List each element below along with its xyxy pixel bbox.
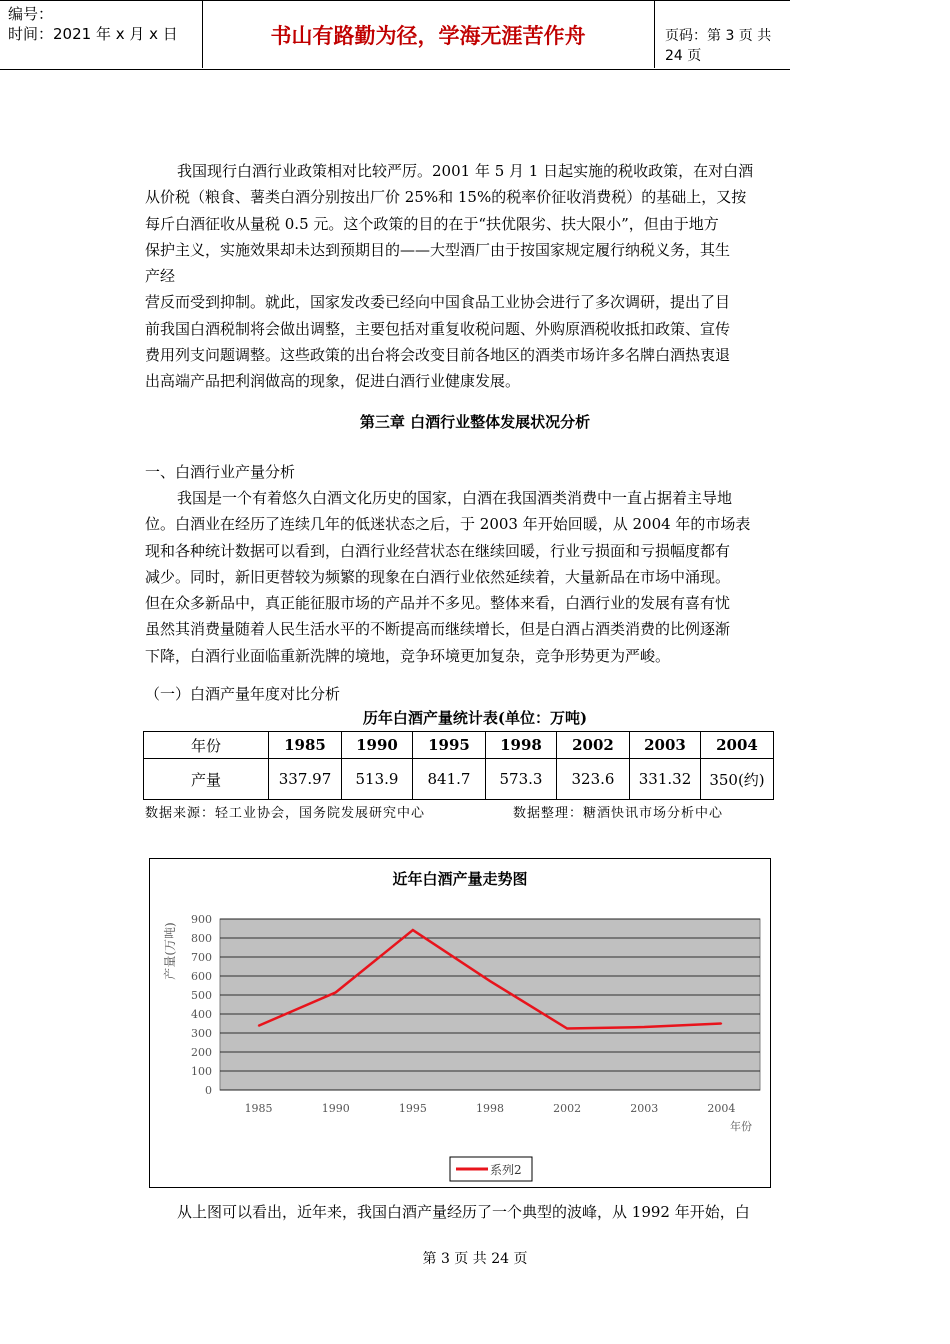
data-compiler: 数据整理：糖酒快讯市场分析中心 xyxy=(513,806,724,821)
y-tick-label: 800 xyxy=(191,932,212,945)
data-source: 数据来源：轻工业协会，国务院发展研究中心 xyxy=(145,806,426,821)
table-cell: 2003 xyxy=(630,732,701,759)
x-tick-label: 2004 xyxy=(707,1102,736,1115)
plot-background xyxy=(220,919,760,1090)
y-tick-label: 300 xyxy=(191,1027,212,1040)
line-chart xyxy=(150,859,770,1187)
y-tick-label: 700 xyxy=(191,951,212,964)
text-line: 营反而受到抑制。就此，国家发改委已经向中国食品工业协会进行了多次调研，提出了目 xyxy=(145,293,731,312)
paragraph-output-analysis xyxy=(145,485,810,669)
y-tick-label: 500 xyxy=(191,989,212,1002)
text-line: 减少。同时，新旧更替较为频繁的现象在白酒行业依然延续着，大量新品在市场中涌现。 xyxy=(145,567,731,586)
chart-title: 近年白酒产量走势图 xyxy=(392,870,528,888)
y-axis-label: 产量(万吨) xyxy=(163,922,177,980)
table-cell: 1998 xyxy=(486,732,557,759)
table-header-cell: 年份 xyxy=(144,732,269,759)
text-line: 出高端产品把利润做高的现象，促进白酒行业健康发展。 xyxy=(145,372,521,391)
data-point xyxy=(258,1025,260,1027)
text-line: 现和各种统计数据可以看到，白酒行业经营状态在继续回暖，行业亏损面和亏损幅度都有 xyxy=(145,541,731,560)
table-title: 历年白酒产量统计表(单位：万吨) xyxy=(362,709,588,727)
text-line: 从价税（粮食、薯类白酒分别按出厂价 25%和 15%的税率价征收消费税）的基础上，又按 xyxy=(145,188,747,207)
text-line: 虽然其消费量随着人民生活水平的不断提高而继续增长，但是白酒占酒类消费的比例逐渐 xyxy=(145,620,731,639)
table-cell: 1990 xyxy=(342,732,413,759)
text-line: 但在众多新品中，真正能征服市场的产品并不多见。整体来看，白酒行业的发展有喜有忧 xyxy=(145,594,731,613)
table-cell: 350(约) xyxy=(701,759,774,800)
table-cell: 323.6 xyxy=(557,759,630,800)
text-line: 费用列支问题调整。这些政策的出台将会改变目前各地区的酒类市场许多名牌白酒热衷退 xyxy=(145,346,731,365)
section-title: 一、白酒行业产量分析 xyxy=(145,463,296,481)
text-line: 保护主义，实施效果却未达到预期目的——大型酒厂由于按国家规定履行纳税义务，其生 xyxy=(145,240,731,259)
y-tick-label: 0 xyxy=(205,1084,212,1097)
header-motto-cell xyxy=(202,0,655,68)
chapter-title: 第三章 白酒行业整体发展状况分析 xyxy=(359,413,591,431)
section-heading xyxy=(145,459,810,485)
text-line: 我国现行白酒行业政策相对比较严厉。2001 年 5 月 1 日起实施的税收政策，在对白酒 xyxy=(177,162,754,180)
x-tick-label: 1998 xyxy=(476,1102,504,1115)
x-tick-label: 2003 xyxy=(630,1102,659,1115)
subsection-heading xyxy=(145,681,810,707)
motto: 书山有路勤为径，学海无涯苦作舟 xyxy=(270,24,586,48)
text-line: 位。白酒业在经历了连续几年的低迷状态之后，于 2003 年开始回暖，从 2004 年的市场表 xyxy=(145,515,751,534)
y-tick-label: 400 xyxy=(191,1008,212,1021)
text-line: 前我国白酒税制将会做出调整，主要包括对重复收税问题、外购原酒税收抵扣政策、宣传 xyxy=(145,319,731,338)
table-cell: 1985 xyxy=(269,732,342,759)
table-cell: 2004 xyxy=(701,732,774,759)
data-point xyxy=(721,1023,723,1025)
legend-label: 系列2 xyxy=(490,1163,522,1177)
y-tick-label: 100 xyxy=(191,1065,212,1078)
table-header-cell: 产量 xyxy=(144,759,269,800)
table-cell: 573.3 xyxy=(486,759,557,800)
page-header xyxy=(0,0,790,70)
x-tick-label: 1995 xyxy=(398,1102,427,1115)
text-line: 我国是一个有着悠久白酒文化历史的国家，白酒在我国酒类消费中一直占据着主导地 xyxy=(177,489,733,507)
paragraph-tax-policy xyxy=(145,158,810,395)
y-tick-label: 900 xyxy=(191,913,212,926)
text-line: 从上图可以看出，近年来，我国白酒产量经历了一个典型的波峰，从 1992 年开始，白 xyxy=(177,1203,750,1221)
header-meta xyxy=(0,0,203,68)
data-point xyxy=(643,1026,645,1028)
table-row xyxy=(144,759,774,800)
text-line: 下降，白酒行业面临重新洗牌的境地，竞争环境更加复杂，竞争形势更为严峻。 xyxy=(145,646,671,665)
x-tick-label: 1990 xyxy=(321,1102,350,1115)
paragraph-after-chart xyxy=(145,1199,810,1225)
x-axis-label: 年份 xyxy=(730,1120,752,1133)
doc-time: 时间：2021 年 x 月 x 日 xyxy=(8,25,178,43)
data-point xyxy=(335,992,337,994)
table-cell: 513.9 xyxy=(342,759,413,800)
x-tick-label: 2002 xyxy=(553,1102,582,1115)
data-point xyxy=(412,929,414,931)
table-cell: 1995 xyxy=(413,732,486,759)
table-cell: 841.7 xyxy=(413,759,486,800)
data-point xyxy=(489,980,491,982)
table-cell: 331.32 xyxy=(630,759,701,800)
header-page-number: 页码：第 3 页 共 24 页 xyxy=(665,28,772,64)
subsection-title: （一）白酒产量年度对比分析 xyxy=(145,685,341,703)
table-cell: 337.97 xyxy=(269,759,342,800)
data-point xyxy=(566,1028,568,1030)
text-line: 产经 xyxy=(145,267,176,286)
y-tick-label: 200 xyxy=(191,1046,212,1059)
doc-number: 编号： xyxy=(8,5,54,23)
chart-legend xyxy=(450,1157,532,1181)
page-footer: 第 3 页 共 24 页 xyxy=(422,1251,528,1267)
plot-area xyxy=(191,913,760,1115)
header-page-cell xyxy=(655,0,790,68)
output-table xyxy=(143,731,774,800)
text-line: 每斤白酒征收从量税 0.5 元。这个政策的目的在于“扶优限劣、扶大限小”，但由于地方 xyxy=(145,214,719,233)
chart-frame xyxy=(149,858,771,1188)
x-tick-label: 1985 xyxy=(244,1102,273,1115)
table-row xyxy=(144,732,774,759)
table-cell: 2002 xyxy=(557,732,630,759)
y-tick-label: 600 xyxy=(191,970,212,983)
